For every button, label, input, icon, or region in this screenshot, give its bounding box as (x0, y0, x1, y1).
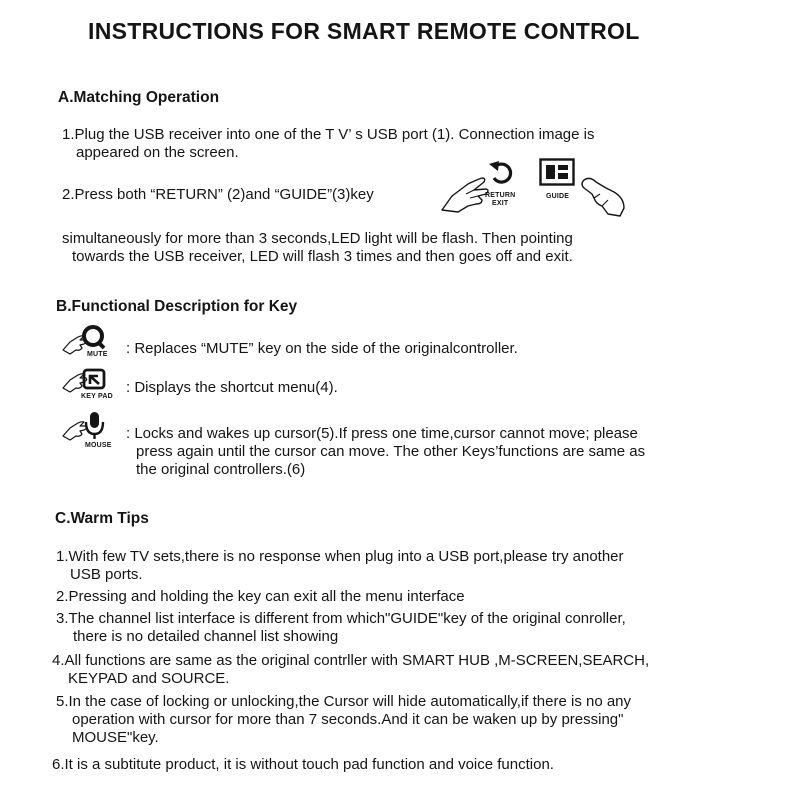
tip-3 (56, 610, 626, 646)
keypad-icon (60, 366, 120, 406)
exit-key-label: EXIT (492, 200, 509, 207)
step-2-cont-line-1: simultaneously for more than 3 seconds,LED light will be flash. Then pointing (62, 230, 573, 247)
guide-icon (539, 158, 575, 186)
mouse-description-line-1: : Locks and wakes up cursor(5).If press one time,cursor cannot move; please (126, 425, 638, 442)
section-c-heading: C.Warm Tips (55, 510, 149, 527)
step-2-text: 2.Press both “RETURN” (2)and “GUIDE”(3)key (62, 186, 374, 203)
tip-6-line-1: 6.It is a subtitute product, it is without touch pad function and voice function. (52, 756, 554, 773)
key-row-mouse (60, 408, 780, 488)
pointing-hand-icon (580, 172, 628, 218)
page-title: INSTRUCTIONS FOR SMART REMOTE CONTROL (88, 18, 640, 44)
step-1-line-2: appeared on the screen. (76, 144, 239, 161)
step-2-continuation (62, 230, 573, 266)
keypad-description-line-1: : Displays the shortcut menu(4). (126, 379, 338, 396)
key-row-keypad (60, 366, 780, 406)
tip-5 (56, 693, 631, 747)
tip-3-line-1: 3.The channel list interface is different from which"GUIDE"key of the original conroller, (56, 610, 626, 627)
mouse-key-label: MOUSE (85, 442, 112, 449)
section-b-heading: B.Functional Description for Key (56, 298, 298, 315)
tip-4-line-2: KEYPAD and SOURCE. (68, 670, 230, 687)
tip-4 (52, 652, 649, 688)
keypad-key-label: KEY PAD (81, 393, 113, 400)
mouse-description-line-3: the original controllers.(6) (136, 461, 306, 478)
tip-2 (56, 588, 465, 606)
tip-6 (52, 756, 554, 774)
tip-1-line-2: USB ports. (70, 566, 143, 583)
mouse-description (126, 425, 645, 479)
tip-1-line-1: 1.With few TV sets,there is no response when plug into a USB port,please try another (56, 548, 624, 565)
step-1-line-1: 1.Plug the USB receiver into one of the T V’ s USB port (1). Connection image is (62, 126, 595, 143)
mute-description (126, 340, 518, 358)
tip-5-line-3: MOUSE"key. (72, 729, 159, 746)
guide-key-label: GUIDE (546, 193, 570, 200)
key-row-mute (60, 320, 780, 360)
keypad-description (126, 379, 338, 397)
section-a-heading: A.Matching Operation (58, 89, 220, 106)
tip-4-line-1: 4.All functions are same as the original contrller with SMART HUB ,M-SCREEN,SEARCH, (52, 652, 650, 669)
tip-5-line-1: 5.In the case of locking or unlocking,the Cursor will hide automatically,if there is no any (56, 693, 632, 710)
return-arrow-icon (486, 157, 518, 187)
tip-1 (56, 548, 624, 584)
return-key-label: RETURN (485, 192, 516, 199)
mute-description-line-1: : Replaces “MUTE” key on the side of the originalcontroller. (126, 340, 518, 357)
tip-3-line-2: there is no detailed channel list showing (73, 628, 339, 645)
mute-key-label: MUTE (87, 351, 108, 358)
mouse-description-line-2: press again until the cursor can move. The other Keys’functions are same as (136, 443, 646, 460)
tip-2-line-1: 2.Pressing and holding the key can exit all the menu interface (56, 588, 465, 605)
step-2-cont-line-2: towards the USB receiver, LED will flash 3 times and then goes off and exit. (72, 248, 573, 265)
tip-5-line-2: operation with cursor for more than 7 seconds.And it can be waken up by pressing" (72, 711, 624, 728)
